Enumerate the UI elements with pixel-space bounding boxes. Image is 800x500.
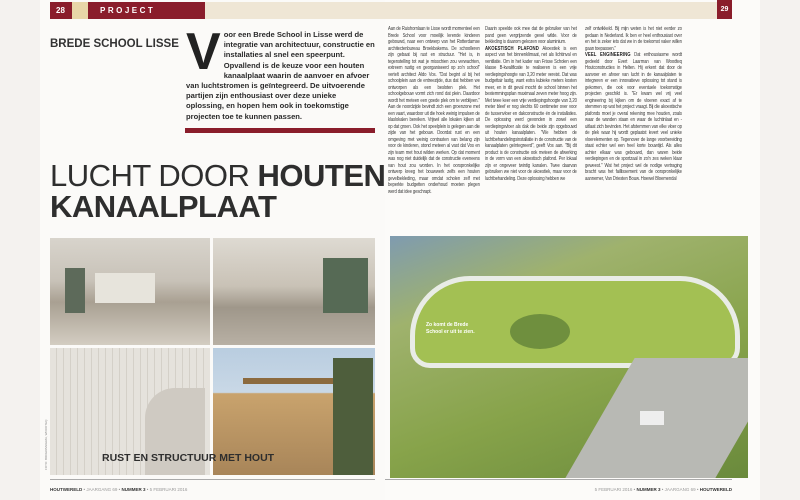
photo-credit: FOTO: BROEKBAKEMA, WOODTEQ [44, 419, 48, 470]
photo-interior-floor [213, 238, 375, 345]
right-page [385, 0, 760, 500]
sep: • [633, 487, 636, 492]
body-column-2 [485, 26, 577, 182]
header-strip [385, 2, 717, 19]
sep: • [696, 487, 699, 492]
intro-rule [185, 128, 375, 133]
body-column-3 [585, 26, 682, 182]
dropcap: V [186, 23, 221, 81]
body-column-1: Aan de Ruishornlaan te Lisse wordt momenteel een Brede School voor moeilijk lerende kinderen gebouwd, naar een ontwerp van het Rotterdamse architectenbureau Broekbakema. De schoolleren zijn gebaat bij rust en structuur. "Het is, in tegenstelling tot wat je misschien zou verwachten, extreem rustig en georganiseerd op zo'n school" vertelt architect Aldo Vos. "Dat begint al bij het schoolplein aan de entreezijde, dus dat hebben we ontworpen als een besloten plek. Het schoolgebouw vormt zich rond dat plein. Daardoor wordt het meteen een goede plek om te verblijven." Aan de noordzijde bevindt zich een groenzone met een vaart, waardoor uit die hoek weinig impulsen de klaslokalen bereiken. Vrijwel alle lokalen kijken uit op dat groen. Ook het speelplein is gelegen aan die zijde van het gebouw. Doordat rust en een omgeving met weinig contrasten van belang zijn voor de kinderen, stond meteen al vast dat Vos en zijn team met hout wilden werken. Op dat moment was nog niet duidelijk dat de constructie eveneens van hout zou worden. In het oorspronkelijke ontwerp kreeg het bouwwerk zelfs een houten gevelbekleding, maar omdat scholen zelf met beperkte budgetten onderhoud moeten plegen werd dat idee geschrapt. [388, 26, 480, 195]
footer-rule [385, 479, 732, 480]
col3-intro: zelf ontwikkeld. Bij mijn weten is het niet eerder zo gedaan in Nederland. Ik ben er heel enthousiast over en het is zeker iets dat we in de toekomst vaker willen gaan toepassen." [585, 26, 682, 52]
col3-text: Dat enthousiasme wordt gedeeld door Evert Laarman van Woodteq Houtconstructies in Helten. Hij erkent dat door de aanvoer en afvoer van lucht in de kanaalplaten te integreren er een innovatieve oplossing tot stand is gekomen, die ook voor eventuele toekomstige projecten geschikt is. "Er kwam wel vrij veel engineering bij kijken om de vloeren exact af te stemmen op wat het project vraagt. Bij die akoestische plafonds moet je overal rekening mee houden, zoals waar de wanden staan en waar de luchtinlaat en -uitlaat zich bevinden. Het afstemmen van elke vloer op de plek waar hij wordt geplaatst levert veel unieke vloerelementen op. Tegenover de lange voorbereiding staat echter wel een heel korte bouwtijd. Als alles achter elkaar was gebouwd, dan waren beide verdiepingen en de sportzaal in zo'n zes weken klaar geweest." Wat het project wel de nodige vertraging bracht was het faillissement van de oorspronkelijke aannemer, Van Driesten Bouw. Hoewel Bloemendal [585, 52, 682, 182]
footer-date: 5 FEBRUARI 2016 [149, 487, 188, 492]
page-number: 29 [717, 0, 732, 19]
footer-left [50, 487, 187, 492]
sep: • [83, 487, 86, 492]
footer-volume: JAARGANG 69 [86, 487, 118, 492]
footer-issue: NUMMER 3 [636, 487, 661, 492]
footer-volume: JAARGANG 69 [664, 487, 696, 492]
intro-text: oor een Brede School in Lisse werd de integratie van architectuur, constructie en installaties al snel een speerpunt. Opvallend is de keuze voor een houten kanaalplaat waarin de aanvoer en afvoer van luchtstromen is geïntegreerd. De uitvoerende partijen zijn enthousiast over deze unieke oplossing, en hopen hem ook in toekomstige projecten toe te kunnen passen. [186, 30, 375, 121]
footer-issue: NUMMER 3 [121, 487, 146, 492]
section-header-bar [50, 2, 205, 19]
section-thumbnail [72, 2, 88, 19]
render-aerial-school [390, 236, 748, 478]
photo-caption: RUST EN STRUCTUUR MET HOUT [102, 452, 275, 464]
headline [50, 160, 385, 222]
sep: • [661, 487, 664, 492]
footer-magazine: HOUTWERELD [699, 487, 732, 492]
article-intro [186, 23, 376, 122]
col2-text: Akoestiek is een aspect van het binnenklimaat, net als lichtinval en ventilatie. Om in het kader van Frisse Scholen een klasse B-kwalificatie te realiseren is een vrije verdiepingshoogte van 3,20 meter vereist. Dat was budgettair lastig, want extra kubieke meters kosten meer, en in dit geval mocht de school binnen het bestemmingsplan maximaal zeven meter hoog zijn. Met twee keer een vrije verdiepingshoogte van 3,20 meter bleef er nog slechts 60 centimeter over voor de tussenvloer en dakconstructie én de installaties. De oplossing werd gevonden in zowel een verdiepingsvloer als dak die beide zijn opgebouwd uit houten kanaalplaten. "We hebben de luchtbehandelingsinstallatie in de constructie van de kanaalplaten geïntegreerd", geeft Vos aan. "Bij dit product is de constructie ook meteen de afwerking in de vorm van een akoestisch plafond. Per lokaal zijn er ongeveer twintig kanalen. Twee daarvan gebruiken we niet voor de akoestiek, maar voor de luchtbehandeling. Deze oplossing hebben we [485, 45, 577, 182]
van [640, 411, 664, 425]
subheading-akoestisch-plafond: AKOESTISCH PLAFOND [485, 45, 539, 52]
page-number: 28 [56, 6, 65, 15]
headline-bold: HOUTEN [257, 158, 386, 193]
sep: • [146, 487, 149, 492]
courtyard [510, 314, 570, 349]
render-caption: Zo komt de Brede School er uit te zien. [426, 322, 475, 335]
section-label: PROJECT [100, 6, 156, 15]
footer-rule [50, 479, 375, 480]
article-kicker: BREDE SCHOOL LISSE [50, 38, 179, 50]
header-strip [205, 2, 385, 19]
footer-right [595, 487, 732, 492]
headline-light: LUCHT DOOR [50, 158, 258, 193]
col2-intro: Daarin speelde ook mee dat de gebruiker van het pand geen vergrijzende gevel wilde. Voor de bekleding is daarom gekozen voor aluminium. [485, 26, 577, 45]
footer-magazine: HOUTWERELD [50, 487, 83, 492]
footer-date: 5 FEBRUARI 2016 [594, 487, 633, 492]
sep: • [118, 487, 121, 492]
photo-interior-hall [50, 238, 210, 345]
headline-line2: KANAALPLAAT [50, 189, 277, 224]
left-page [40, 0, 385, 500]
subheading-veel-engineering: VEEL ENGINEERING [585, 52, 631, 58]
